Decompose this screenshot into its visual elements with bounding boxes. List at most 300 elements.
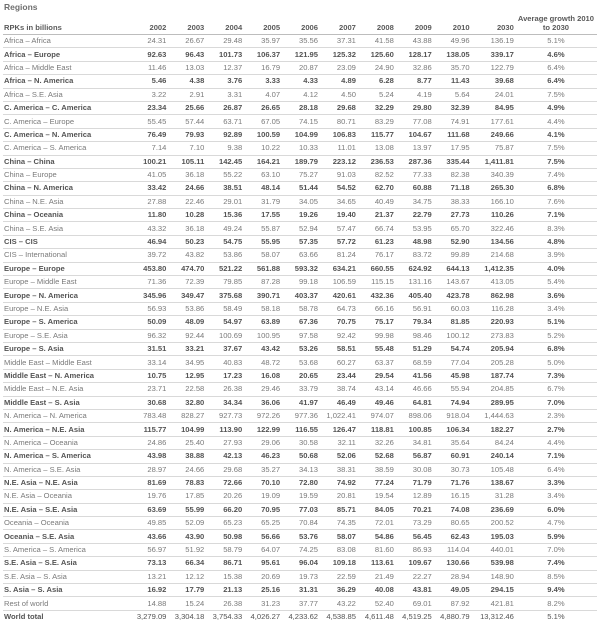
cell-year-2005: 3.33 [245, 75, 283, 88]
cell-year-2004: 49.24 [207, 222, 245, 235]
route-label: Africa – Africa [3, 35, 131, 48]
cell-year-2008: 76.17 [359, 249, 397, 262]
cell-year-2010: 423.78 [435, 289, 473, 302]
cell-year-2007: 80.71 [321, 115, 359, 128]
table-row [3, 128, 597, 141]
cell-avg-growth: 5.1% [517, 316, 597, 329]
cell-year-2009: 43.88 [397, 35, 435, 48]
cell-year-2005: 122.99 [245, 423, 283, 436]
route-label: Europe – Europe [3, 262, 131, 275]
cell-year-2009: 100.85 [397, 423, 435, 436]
cell-year-2008: 55.48 [359, 342, 397, 355]
cell-year-2009: 30.08 [397, 463, 435, 476]
cell-year-2006: 67.36 [283, 316, 321, 329]
route-label: China – S.E. Asia [3, 222, 131, 235]
cell-year-2003: 828.27 [169, 409, 207, 422]
cell-year-2006: 72.80 [283, 476, 321, 489]
route-label: N. America – N.E. Asia [3, 423, 131, 436]
cell-year-2004: 50.98 [207, 530, 245, 543]
cell-year-2008: 32.26 [359, 436, 397, 449]
cell-year-2005: 63.10 [245, 168, 283, 181]
cell-year-2003: 4.38 [169, 75, 207, 88]
cell-year-2002: 345.96 [131, 289, 169, 302]
cell-year-2005: 16.79 [245, 61, 283, 74]
cell-year-2005: 4.07 [245, 88, 283, 101]
cell-year-2003: 104.99 [169, 423, 207, 436]
cell-year-2005: 25.16 [245, 584, 283, 597]
cell-year-2009: 43.81 [397, 584, 435, 597]
cell-year-2004: 65.23 [207, 517, 245, 530]
route-label: China – N.E. Asia [3, 195, 131, 208]
table-row [3, 155, 597, 168]
cell-year-2002: 63.69 [131, 503, 169, 516]
table-row [3, 329, 597, 342]
cell-year-2010: 138.05 [435, 48, 473, 61]
cell-year-2030: 204.85 [473, 383, 517, 396]
cell-year-2003: 17.85 [169, 490, 207, 503]
cell-year-2003: 22.46 [169, 195, 207, 208]
cell-avg-growth: 3.4% [517, 490, 597, 503]
cell-year-2030: 31.28 [473, 490, 517, 503]
cell-year-2005: 58.18 [245, 302, 283, 315]
cell-year-2006: 20.65 [283, 369, 321, 382]
cell-year-2010: 74.94 [435, 396, 473, 409]
cell-year-2003: 17.79 [169, 584, 207, 597]
cell-avg-growth: 7.0% [517, 543, 597, 556]
cell-year-2010: 60.03 [435, 302, 473, 315]
cell-avg-growth: 7.1% [517, 450, 597, 463]
cell-year-2030: 539.98 [473, 557, 517, 570]
cell-year-2030: 136.19 [473, 35, 517, 48]
cell-year-2006: 31.31 [283, 584, 321, 597]
cell-year-2030: 1,412.35 [473, 262, 517, 275]
cell-year-2004: 15.38 [207, 570, 245, 583]
cell-year-2002: 31.51 [131, 342, 169, 355]
cell-year-2010: 100.12 [435, 329, 473, 342]
cell-year-2010: 77.04 [435, 356, 473, 369]
cell-year-2007: 125.32 [321, 48, 359, 61]
cell-year-2003: 78.83 [169, 476, 207, 489]
table-row [3, 235, 597, 248]
cell-year-2030: 148.90 [473, 570, 517, 583]
cell-avg-growth: 4.0% [517, 262, 597, 275]
cell-year-2002: 43.32 [131, 222, 169, 235]
table-row [3, 543, 597, 556]
cell-year-2030: 249.66 [473, 128, 517, 141]
cell-year-2005: 87.28 [245, 276, 283, 289]
table-row [3, 463, 597, 476]
cell-year-2009: 13.97 [397, 142, 435, 155]
cell-avg-growth: 5.4% [517, 276, 597, 289]
cell-year-2030: 1,411.81 [473, 155, 517, 168]
cell-year-2010: 38.33 [435, 195, 473, 208]
route-label: C. America – N. America [3, 128, 131, 141]
cell-year-2009: 109.67 [397, 557, 435, 570]
cell-year-2002: 115.77 [131, 423, 169, 436]
route-label: N.E. Asia – S.E. Asia [3, 503, 131, 516]
cell-year-2003: 32.80 [169, 396, 207, 409]
cell-year-2030: 84.24 [473, 436, 517, 449]
cell-year-2007: 64.73 [321, 302, 359, 315]
cell-year-2007: 92.42 [321, 329, 359, 342]
cell-year-2007: 4.50 [321, 88, 359, 101]
cell-year-2009: 77.08 [397, 115, 435, 128]
cell-year-2006: 53.76 [283, 530, 321, 543]
route-label: Europe – N. America [3, 289, 131, 302]
cell-year-2007: 23.44 [321, 369, 359, 382]
cell-year-2005: 70.10 [245, 476, 283, 489]
cell-year-2002: 11.80 [131, 209, 169, 222]
cell-year-2007: 420.61 [321, 289, 359, 302]
route-label: China – N. America [3, 182, 131, 195]
cell-year-2007: 1,022.41 [321, 409, 359, 422]
cell-year-2005: 35.97 [245, 35, 283, 48]
cell-year-2030: 340.39 [473, 168, 517, 181]
cell-year-2009: 29.80 [397, 101, 435, 114]
cell-year-2003: 15.24 [169, 597, 207, 610]
cell-year-2008: 43.14 [359, 383, 397, 396]
cell-year-2030: 122.79 [473, 61, 517, 74]
cell-year-2030: 440.01 [473, 543, 517, 556]
cell-year-2002: 39.72 [131, 249, 169, 262]
cell-year-2006: 19.59 [283, 490, 321, 503]
cell-year-2005: 26.65 [245, 101, 283, 114]
cell-year-2009: 12.89 [397, 490, 435, 503]
cell-year-2004: 29.68 [207, 463, 245, 476]
cell-year-2009: 34.75 [397, 195, 435, 208]
cell-year-2007: 11.01 [321, 142, 359, 155]
cell-year-2009: 73.29 [397, 517, 435, 530]
cell-year-2004: 29.01 [207, 195, 245, 208]
cell-year-2004: 101.73 [207, 48, 245, 61]
total-year-2006: 4,233.62 [283, 610, 321, 623]
cell-year-2002: 783.48 [131, 409, 169, 422]
cell-year-2008: 52.40 [359, 597, 397, 610]
cell-avg-growth: 3.4% [517, 302, 597, 315]
cell-year-2006: 50.68 [283, 450, 321, 463]
cell-year-2006: 58.78 [283, 302, 321, 315]
cell-year-2007: 43.22 [321, 597, 359, 610]
route-label: Africa – Middle East [3, 61, 131, 74]
cell-year-2005: 70.95 [245, 503, 283, 516]
cell-year-2009: 56.45 [397, 530, 435, 543]
cell-year-2010: 55.94 [435, 383, 473, 396]
table-row [3, 316, 597, 329]
header-row [3, 14, 597, 35]
cell-year-2002: 96.32 [131, 329, 169, 342]
cell-year-2030: 187.74 [473, 369, 517, 382]
cell-year-2007: 54.52 [321, 182, 359, 195]
cell-avg-growth: 4.8% [517, 235, 597, 248]
cell-year-2007: 60.27 [321, 356, 359, 369]
cell-year-2004: 9.38 [207, 142, 245, 155]
cell-year-2009: 32.86 [397, 61, 435, 74]
cell-year-2030: 195.03 [473, 530, 517, 543]
cell-year-2006: 4.12 [283, 88, 321, 101]
cell-year-2010: 65.70 [435, 222, 473, 235]
cell-year-2002: 41.05 [131, 168, 169, 181]
cell-year-2005: 19.09 [245, 490, 283, 503]
cell-avg-growth: 7.4% [517, 168, 597, 181]
cell-year-2006: 51.44 [283, 182, 321, 195]
cell-year-2002: 46.94 [131, 235, 169, 248]
cell-year-2008: 29.54 [359, 369, 397, 382]
cell-year-2002: 23.71 [131, 383, 169, 396]
cell-year-2010: 918.04 [435, 409, 473, 422]
route-label: China – Europe [3, 168, 131, 181]
header-year-2009: 2009 [397, 14, 435, 35]
cell-year-2006: 593.32 [283, 262, 321, 275]
cell-year-2008: 61.23 [359, 235, 397, 248]
table-row [3, 517, 597, 530]
cell-year-2030: 75.87 [473, 142, 517, 155]
cell-year-2004: 72.66 [207, 476, 245, 489]
cell-year-2007: 74.92 [321, 476, 359, 489]
header-year-2002: 2002 [131, 14, 169, 35]
cell-year-2030: 421.81 [473, 597, 517, 610]
route-label: S. America – S. America [3, 543, 131, 556]
cell-year-2004: 3.31 [207, 88, 245, 101]
cell-year-2005: 65.25 [245, 517, 283, 530]
table-row [3, 342, 597, 355]
table-row [3, 597, 597, 610]
cell-year-2004: 42.13 [207, 450, 245, 463]
cell-year-2005: 29.46 [245, 383, 283, 396]
cell-year-2007: 38.74 [321, 383, 359, 396]
cell-year-2003: 24.66 [169, 182, 207, 195]
cell-year-2010: 28.94 [435, 570, 473, 583]
header-year-2005: 2005 [245, 14, 283, 35]
route-label: Africa – Europe [3, 48, 131, 61]
cell-year-2007: 57.47 [321, 222, 359, 235]
cell-year-2008: 62.70 [359, 182, 397, 195]
route-label: CIS – International [3, 249, 131, 262]
cell-year-2009: 69.01 [397, 597, 435, 610]
table-row [3, 209, 597, 222]
cell-year-2008: 75.17 [359, 316, 397, 329]
cell-year-2008: 113.61 [359, 557, 397, 570]
cell-year-2002: 27.88 [131, 195, 169, 208]
cell-year-2002: 14.88 [131, 597, 169, 610]
cell-year-2004: 92.89 [207, 128, 245, 141]
cell-year-2008: 21.49 [359, 570, 397, 583]
cell-year-2008: 21.37 [359, 209, 397, 222]
cell-year-2010: 87.92 [435, 597, 473, 610]
cell-year-2008: 236.53 [359, 155, 397, 168]
cell-avg-growth: 8.5% [517, 570, 597, 583]
cell-year-2004: 63.71 [207, 115, 245, 128]
cell-avg-growth: 5.0% [517, 356, 597, 369]
cell-avg-growth: 4.4% [517, 436, 597, 449]
cell-year-2010: 644.13 [435, 262, 473, 275]
cell-year-2002: 28.97 [131, 463, 169, 476]
cell-year-2030: 116.28 [473, 302, 517, 315]
cell-year-2007: 52.06 [321, 450, 359, 463]
cell-year-2030: 240.14 [473, 450, 517, 463]
cell-avg-growth: 9.4% [517, 584, 597, 597]
cell-year-2006: 4.33 [283, 75, 321, 88]
cell-year-2005: 561.88 [245, 262, 283, 275]
cell-avg-growth: 7.4% [517, 557, 597, 570]
cell-avg-growth: 2.7% [517, 423, 597, 436]
cell-year-2005: 100.59 [245, 128, 283, 141]
cell-year-2008: 99.98 [359, 329, 397, 342]
cell-year-2007: 634.21 [321, 262, 359, 275]
cell-year-2007: 36.29 [321, 584, 359, 597]
cell-year-2009: 4.19 [397, 88, 435, 101]
cell-avg-growth: 2.3% [517, 409, 597, 422]
table-row [3, 48, 597, 61]
cell-avg-growth: 8.3% [517, 222, 597, 235]
cell-year-2002: 100.21 [131, 155, 169, 168]
cell-year-2030: 214.68 [473, 249, 517, 262]
cell-year-2003: 33.21 [169, 342, 207, 355]
cell-year-2002: 33.42 [131, 182, 169, 195]
cell-year-2004: 521.22 [207, 262, 245, 275]
cell-year-2030: 110.26 [473, 209, 517, 222]
table-row [3, 88, 597, 101]
cell-year-2008: 72.01 [359, 517, 397, 530]
cell-year-2008: 660.55 [359, 262, 397, 275]
cell-year-2030: 322.46 [473, 222, 517, 235]
cell-year-2006: 28.18 [283, 101, 321, 114]
cell-avg-growth: 5.2% [517, 329, 597, 342]
table-row [3, 409, 597, 422]
cell-year-2030: 236.69 [473, 503, 517, 516]
cell-year-2004: 54.97 [207, 316, 245, 329]
cell-year-2006: 37.77 [283, 597, 321, 610]
cell-year-2030: 24.01 [473, 88, 517, 101]
cell-year-2030: 138.67 [473, 476, 517, 489]
cell-year-2007: 22.59 [321, 570, 359, 583]
cell-year-2008: 125.60 [359, 48, 397, 61]
cell-year-2002: 50.09 [131, 316, 169, 329]
cell-year-2002: 23.34 [131, 101, 169, 114]
total-row [3, 610, 597, 623]
cell-year-2009: 86.93 [397, 543, 435, 556]
route-label: Europe – S. Asia [3, 342, 131, 355]
cell-avg-growth: 5.1% [517, 35, 597, 48]
cell-year-2004: 100.69 [207, 329, 245, 342]
route-label: China – Oceania [3, 209, 131, 222]
cell-year-2003: 7.10 [169, 142, 207, 155]
table-row [3, 289, 597, 302]
cell-year-2008: 6.28 [359, 75, 397, 88]
cell-year-2009: 70.21 [397, 503, 435, 516]
regions-label: Regions [4, 2, 38, 12]
total-year-2008: 4,611.48 [359, 610, 397, 623]
cell-avg-growth: 8.2% [517, 597, 597, 610]
cell-year-2010: 16.15 [435, 490, 473, 503]
cell-avg-growth: 5.9% [517, 530, 597, 543]
cell-year-2004: 40.83 [207, 356, 245, 369]
cell-year-2007: 20.81 [321, 490, 359, 503]
cell-year-2010: 30.73 [435, 463, 473, 476]
cell-year-2003: 92.44 [169, 329, 207, 342]
cell-year-2004: 27.93 [207, 436, 245, 449]
table-row [3, 35, 597, 48]
table-row [3, 182, 597, 195]
cell-year-2007: 57.72 [321, 235, 359, 248]
cell-year-2008: 63.37 [359, 356, 397, 369]
cell-year-2002: 49.85 [131, 517, 169, 530]
cell-year-2010: 32.39 [435, 101, 473, 114]
header-year-2010: 2010 [435, 14, 473, 35]
cell-year-2002: 11.46 [131, 61, 169, 74]
cell-year-2030: 220.93 [473, 316, 517, 329]
route-label: Europe – S. America [3, 316, 131, 329]
cell-year-2003: 53.86 [169, 302, 207, 315]
cell-year-2002: 92.63 [131, 48, 169, 61]
cell-year-2005: 36.06 [245, 396, 283, 409]
cell-year-2030: 84.95 [473, 101, 517, 114]
cell-year-2010: 49.05 [435, 584, 473, 597]
table-row [3, 503, 597, 516]
total-label: World total [3, 610, 131, 623]
cell-year-2009: 898.06 [397, 409, 435, 422]
cell-year-2004: 26.38 [207, 597, 245, 610]
cell-year-2006: 977.36 [283, 409, 321, 422]
cell-avg-growth: 6.4% [517, 61, 597, 74]
cell-year-2009: 22.27 [397, 570, 435, 583]
cell-year-2030: 265.30 [473, 182, 517, 195]
cell-year-2009: 405.40 [397, 289, 435, 302]
cell-year-2004: 26.38 [207, 383, 245, 396]
cell-year-2005: 17.55 [245, 209, 283, 222]
cell-year-2009: 68.59 [397, 356, 435, 369]
cell-year-2008: 66.16 [359, 302, 397, 315]
table-row [3, 476, 597, 489]
route-label: Europe – N.E. Asia [3, 302, 131, 315]
cell-year-2009: 34.81 [397, 436, 435, 449]
cell-year-2003: 36.18 [169, 222, 207, 235]
cell-year-2002: 16.92 [131, 584, 169, 597]
cell-year-2010: 74.08 [435, 503, 473, 516]
cell-year-2006: 77.03 [283, 503, 321, 516]
table-row [3, 101, 597, 114]
cell-avg-growth: 6.8% [517, 342, 597, 355]
cell-year-2003: 12.95 [169, 369, 207, 382]
cell-year-2007: 70.75 [321, 316, 359, 329]
header-year-2004: 2004 [207, 14, 245, 35]
cell-year-2010: 106.34 [435, 423, 473, 436]
cell-year-2007: 38.31 [321, 463, 359, 476]
cell-year-2006: 104.99 [283, 128, 321, 141]
route-label: Middle East – N.E. Asia [3, 383, 131, 396]
cell-year-2008: 81.60 [359, 543, 397, 556]
cell-year-2007: 46.49 [321, 396, 359, 409]
route-label: N.E. Asia – N.E. Asia [3, 476, 131, 489]
cell-year-2010: 45.98 [435, 369, 473, 382]
header-year-2006: 2006 [283, 14, 321, 35]
cell-year-2004: 17.23 [207, 369, 245, 382]
header-year-2007: 2007 [321, 14, 359, 35]
cell-year-2002: 19.76 [131, 490, 169, 503]
cell-year-2006: 74.15 [283, 115, 321, 128]
table-row [3, 570, 597, 583]
cell-year-2004: 3.76 [207, 75, 245, 88]
cell-year-2008: 84.05 [359, 503, 397, 516]
cell-year-2005: 55.95 [245, 235, 283, 248]
route-label: S. Asia – S. Asia [3, 584, 131, 597]
route-label: Oceania – S.E. Asia [3, 530, 131, 543]
cell-year-2009: 41.56 [397, 369, 435, 382]
cell-year-2002: 33.14 [131, 356, 169, 369]
cell-year-2007: 34.65 [321, 195, 359, 208]
cell-year-2009: 48.98 [397, 235, 435, 248]
cell-year-2004: 375.68 [207, 289, 245, 302]
cell-year-2005: 67.05 [245, 115, 283, 128]
